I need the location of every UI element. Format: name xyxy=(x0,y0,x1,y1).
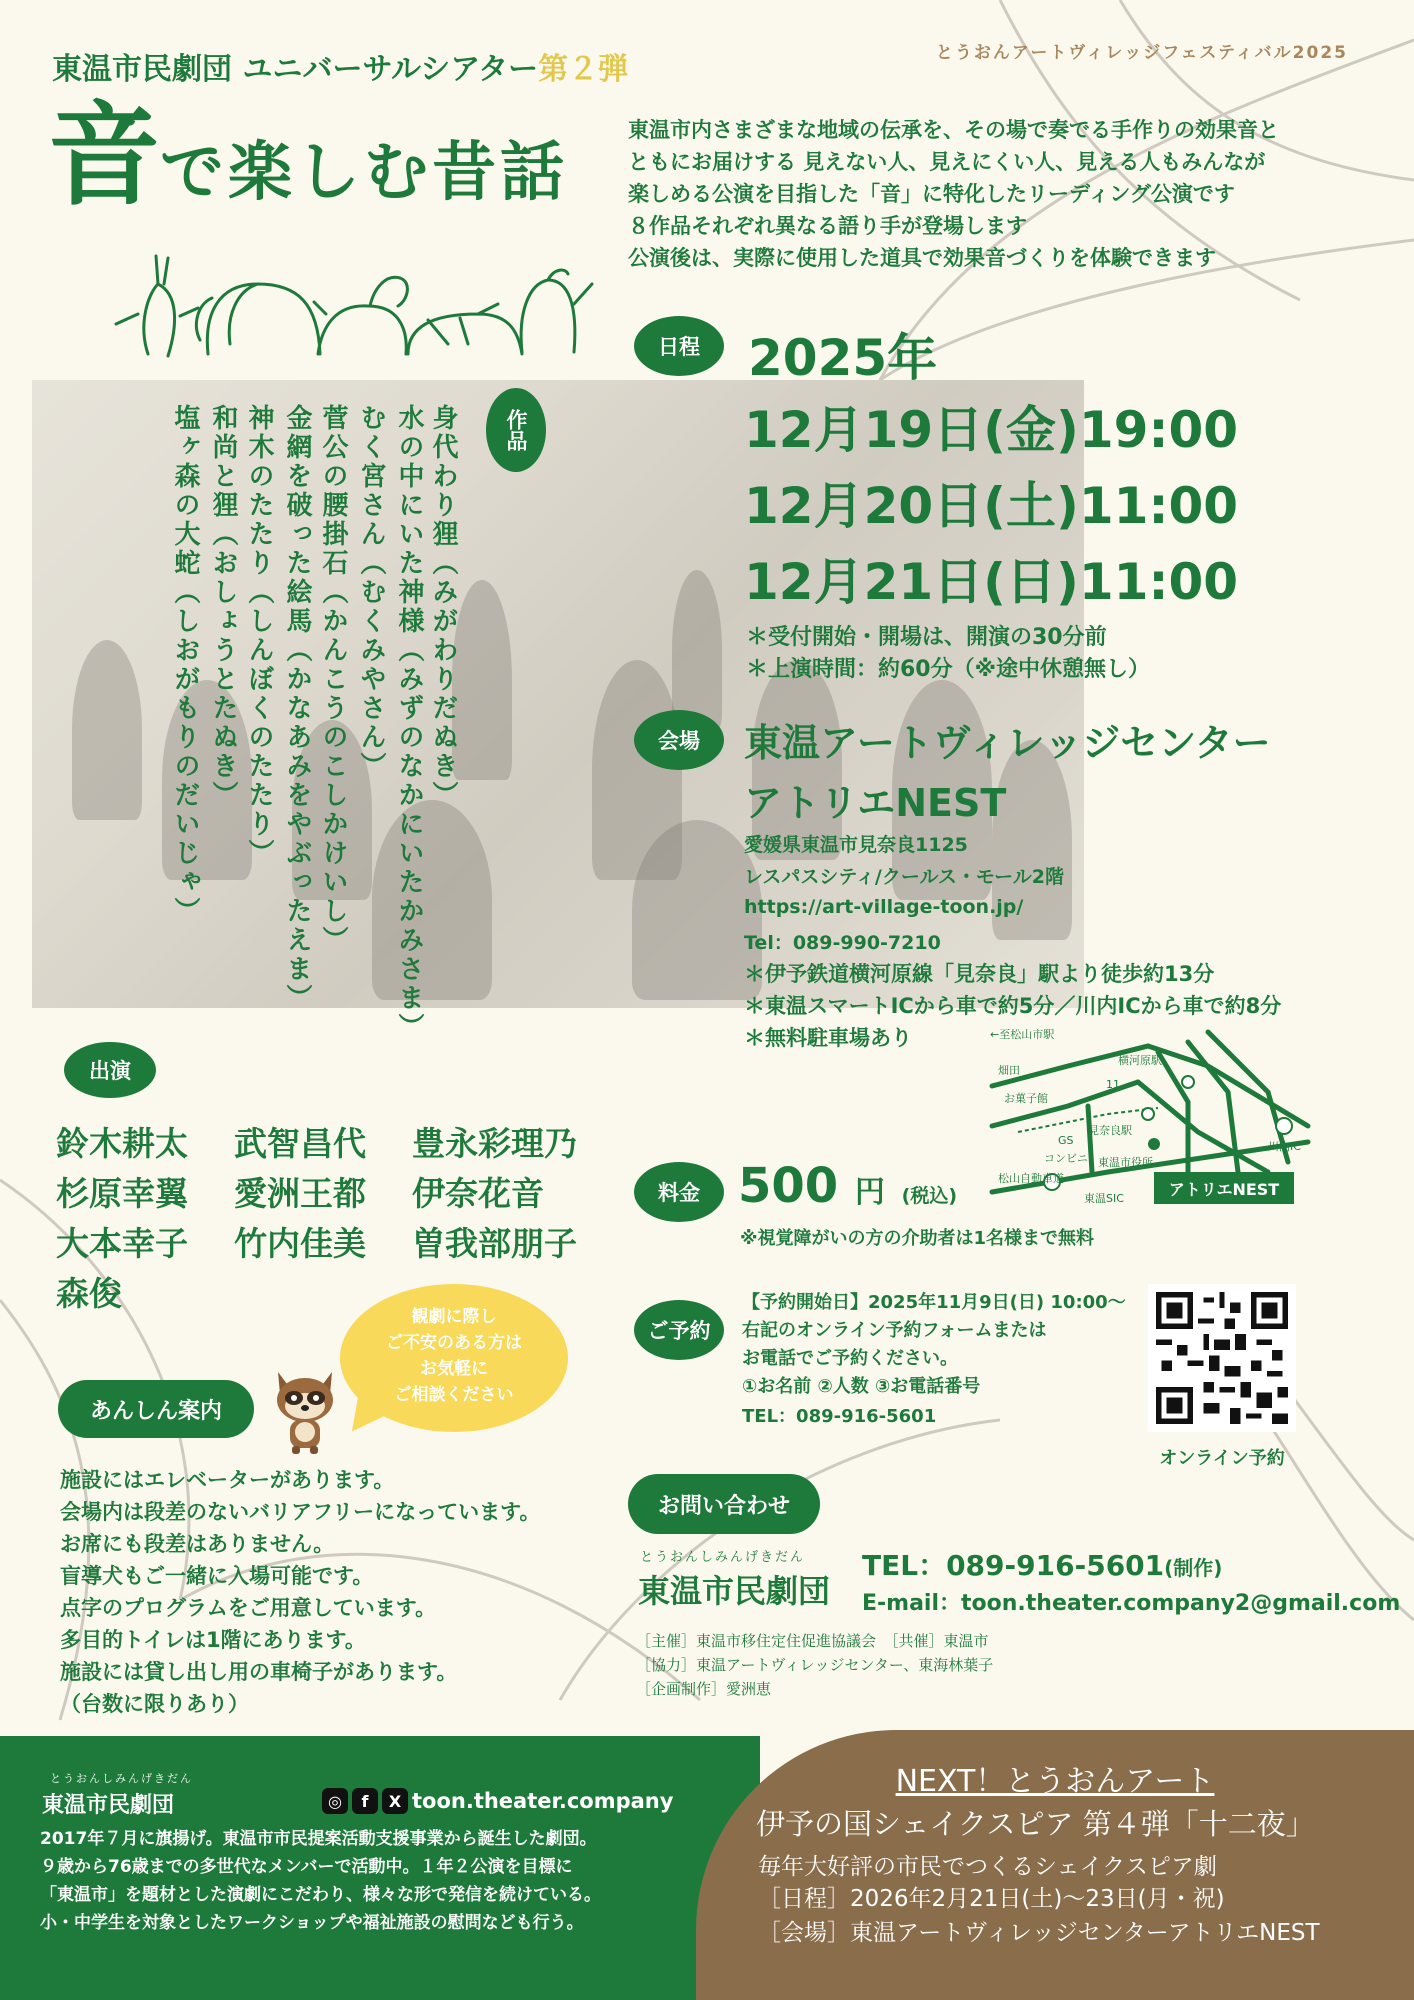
credit-line: ［協力］東温アートヴィレッジセンター、東海林葉子 xyxy=(636,1656,994,1674)
intro-line: ともにお届けする 見えない人、見えにくい人、見える人もみんなが xyxy=(628,150,1266,174)
cast-name: 豊永彩理乃 xyxy=(412,1124,577,1163)
access-note: ＊無料駐車場あり xyxy=(744,1026,912,1050)
anshin-line: 会場内は段差のないバリアフリーになっています。 xyxy=(60,1500,541,1524)
schedule-date: 12月21日(日)11:00 xyxy=(744,553,1239,611)
cast-name: 竹内佳美 xyxy=(234,1224,366,1263)
map-label: 畑田 xyxy=(998,1064,1020,1077)
price-note: ※視覚障がいの方の介助者は1名様まで無料 xyxy=(740,1228,1095,1249)
price-badge: 料金 xyxy=(634,1162,724,1222)
next-line: ［日程］2026年2月21日(土)〜23日(月・祝) xyxy=(758,1886,1225,1912)
inquiry-email[interactable]: E-mail：toon.theater.company2@gmail.com xyxy=(862,1591,1401,1616)
works-badge: 作品 xyxy=(486,388,546,472)
cast-name: 杉原幸翼 xyxy=(56,1174,188,1213)
map-label: 横河原駅 xyxy=(1118,1054,1162,1067)
anshin-line: （台数に限りあり） xyxy=(60,1692,249,1716)
inquiry-tel xyxy=(862,1544,1222,1584)
map-label: コンビニ xyxy=(1044,1152,1088,1165)
access-note: ＊伊予鉄道横河原線「見奈良」駅より徒歩約13分 xyxy=(744,962,1215,986)
footer-about-line: 2017年７月に旗揚げ。東温市市民提案活動支援事業から誕生した劇団。 xyxy=(40,1829,597,1849)
venue-badge: 会場 xyxy=(634,710,724,770)
map-label: ←至松山市駅 xyxy=(990,1028,1055,1041)
reservation-tel: TEL：089-916-5601 xyxy=(742,1406,937,1427)
access-note: ＊東温スマートICから車で約5分／川内ICから車で約8分 xyxy=(744,994,1282,1018)
work-item: むく宮さん（むくみやさん） xyxy=(356,404,386,781)
festival-label: とうおんアートヴィレッジフェスティバル2025 xyxy=(935,43,1348,63)
x-icon[interactable]: X xyxy=(382,1788,408,1814)
venue-address: 愛媛県東温市見奈良1125 xyxy=(744,834,968,856)
work-item: 身代わり狸（みがわりだぬき） xyxy=(428,404,458,810)
speech-bubble xyxy=(340,1284,568,1432)
footer-troupe-name: 東温市民劇団 xyxy=(42,1793,175,1818)
work-item: 水の中にいた神様（みずのなかにいたかみさま） xyxy=(394,404,424,1042)
animals-illustration xyxy=(108,244,594,368)
speech-line: ご不安のある方は xyxy=(386,1333,522,1353)
schedule-badge: 日程 xyxy=(634,316,724,376)
map-label: お菓子館 xyxy=(1004,1092,1048,1105)
inquiry-ruby: とうおんしみんげきだん xyxy=(640,1550,806,1565)
footer-about-line: ９歳から76歳までの多世代なメンバーで活動中。１年２公演を目標に xyxy=(40,1857,573,1877)
venue-name: 東温アートヴィレッジセンター xyxy=(744,721,1271,765)
anshin-line: お席にも段差はありません。 xyxy=(60,1532,335,1556)
map-label: 東温SIC xyxy=(1084,1192,1124,1205)
inquiry-name: 東温市民劇団 xyxy=(638,1572,831,1610)
reservation-line: お電話でご予約ください。 xyxy=(742,1348,958,1369)
schedule-date: 12月19日(金)19:00 xyxy=(744,401,1239,459)
price-value: 500 xyxy=(738,1158,839,1214)
schedule-note: ＊受付開始・開場は、開演の30分前 xyxy=(746,625,1107,650)
cast-badge: 出演 xyxy=(64,1042,156,1098)
cast-name: 武智昌代 xyxy=(234,1124,366,1163)
cast-name: 曽我部朋子 xyxy=(412,1224,577,1263)
speech-line: 観劇に際し xyxy=(411,1307,497,1327)
anshin-line: 施設には貸し出し用の車椅子があります。 xyxy=(60,1660,458,1684)
intro-line: 公演後は、実際に使用した道具で効果音づくりを体験できます xyxy=(628,246,1216,270)
footer-ruby: とうおんしみんげきだん xyxy=(50,1772,193,1785)
facebook-icon[interactable]: f xyxy=(352,1788,378,1814)
work-item: 菅公の腰掛石（かんこうのこしかけいし） xyxy=(318,404,348,955)
price-amount xyxy=(738,1158,957,1214)
anshin-line: 施設にはエレベーターがあります。 xyxy=(60,1468,395,1492)
anshin-line: 盲導犬もご一緒に入場可能です。 xyxy=(60,1564,374,1588)
cast-name: 鈴木耕太 xyxy=(56,1124,188,1163)
schedule-date: 12月20日(土)11:00 xyxy=(744,477,1239,535)
price-tax: (税込) xyxy=(901,1185,958,1207)
sns-handle[interactable]: toon.theater.company xyxy=(412,1789,674,1813)
footer-about-line: 小・中学生を対象としたワークショップや福祉施設の慰問なども行う。 xyxy=(40,1913,584,1933)
schedule-note: ＊上演時間：約60分（※途中休憩無し） xyxy=(746,657,1151,682)
schedule-year: 2025年 xyxy=(748,329,938,387)
next-show-title: 伊予の国シェイクスピア 第４弾「十二夜」 xyxy=(756,1807,1315,1841)
reservation-qr-code[interactable] xyxy=(1148,1284,1296,1432)
speech-line: お気軽に xyxy=(420,1359,488,1379)
main-title xyxy=(48,91,568,221)
map-label: GS xyxy=(1058,1134,1074,1147)
map-venue-tag: アトリエNEST xyxy=(1154,1172,1294,1204)
cast-name: 大本幸子 xyxy=(56,1224,188,1263)
credit-line: ［企画制作］愛洲恵 xyxy=(636,1680,772,1698)
map-label: 11 xyxy=(1106,1078,1120,1091)
next-line: ［会場］東温アートヴィレッジセンターアトリエNEST xyxy=(758,1920,1320,1946)
cast-name: 伊奈花音 xyxy=(412,1174,544,1213)
qr-label: オンライン予約 xyxy=(1159,1448,1285,1469)
next-line: 毎年大好評の市民でつくるシェイクスピア劇 xyxy=(758,1854,1217,1880)
price-unit: 円 xyxy=(854,1175,885,1210)
map-label: 東温市役所 xyxy=(1098,1156,1153,1169)
venue-building: レスパスシティ/クールス・モール2階 xyxy=(744,866,1064,888)
inquiry-tel-number: TEL：089-916-5601 xyxy=(862,1549,1165,1582)
sns-links xyxy=(322,1788,673,1814)
edition-label: 第２弾 xyxy=(538,52,629,87)
venue-name-sub: アトリエNEST xyxy=(744,781,1007,825)
footer-about-line: 「東温市」を題材とした演劇にこだわり、様々な形で発信を続けている。 xyxy=(40,1885,601,1905)
venue-url[interactable]: https://art-village-toon.jp/ xyxy=(744,896,1024,918)
anshin-line: 多目的トイレは1階にあります。 xyxy=(60,1628,366,1652)
speech-line: ご相談ください xyxy=(394,1385,514,1405)
work-item: 和尚と狸（おしょうとたぬき） xyxy=(208,404,238,810)
troupe-series: 東温市民劇団 ユニバーサルシアター xyxy=(52,52,539,87)
anshin-line: 点字のプログラムをご用意しています。 xyxy=(60,1596,437,1620)
title-rest: で楽しむ昔話 xyxy=(160,136,568,210)
intro-line: 楽しめる公演を目指した「音」に特化したリーディング公演です xyxy=(628,182,1235,206)
cast-name: 愛洲王都 xyxy=(234,1174,366,1213)
title-big-char: 音 xyxy=(48,91,160,221)
reservation-badge: ご予約 xyxy=(634,1300,724,1360)
inquiry-tel-note: (制作) xyxy=(1164,1556,1223,1580)
anshin-badge: あんしん案内 xyxy=(58,1380,254,1438)
cast-name: 森俊 xyxy=(56,1274,122,1313)
credit-line: ［主催］東温市移住定住促進協議会 ［共催］東温市 xyxy=(636,1632,989,1650)
reservation-line: 右記のオンライン予約フォームまたは xyxy=(742,1320,1047,1341)
venue-tel: Tel：089-990-7210 xyxy=(744,932,941,954)
next-title: NEXT！とうおんアート xyxy=(895,1764,1215,1799)
troupe-line xyxy=(52,44,628,88)
map-label: 川内IC xyxy=(1268,1140,1301,1153)
intro-line: 東温市内さまざまな地域の伝承を、その場で奏でる手作りの効果音と xyxy=(628,118,1279,142)
intro-text xyxy=(628,114,1368,274)
work-item: 神木のたたり（しんぼくのたたり） xyxy=(244,404,274,868)
map-label: 松山自動車道 xyxy=(998,1172,1064,1185)
raccoon-mascot-icon xyxy=(270,1366,340,1456)
work-item: 塩ヶ森の大蛇（しおがもりのだいじゃ） xyxy=(170,404,200,926)
work-item: 金網を破った絵馬（かなあみをやぶったえま） xyxy=(282,404,312,1013)
inquiry-badge: お問い合わせ xyxy=(628,1474,820,1534)
instagram-icon[interactable]: ◎ xyxy=(322,1788,348,1814)
map-label: 見奈良駅 xyxy=(1088,1124,1132,1137)
reservation-line: ①お名前 ②人数 ③お電話番号 xyxy=(742,1376,981,1397)
intro-line: ８作品それぞれ異なる語り手が登場します xyxy=(628,214,1027,238)
reservation-line: 【予約開始日】2025年11月9日(日) 10:00〜 xyxy=(742,1292,1126,1313)
